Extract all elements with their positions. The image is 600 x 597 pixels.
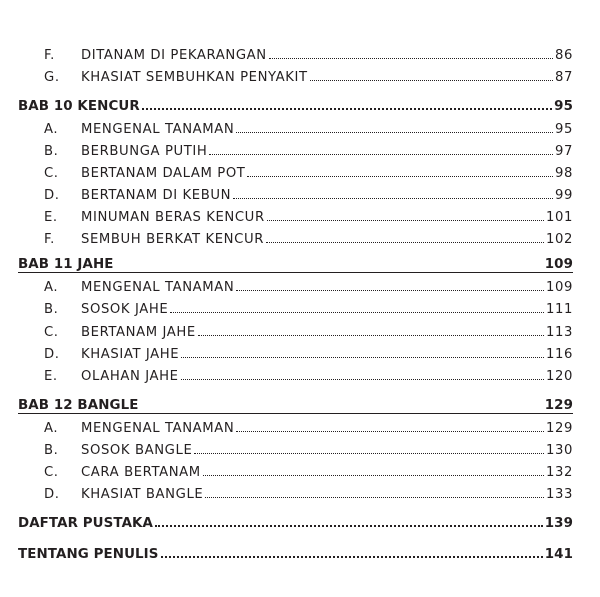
toc-item xyxy=(44,273,573,295)
toc-chapter xyxy=(18,250,573,273)
chapter-page-number: 141 xyxy=(544,547,573,562)
item-page-number: 101 xyxy=(546,210,573,225)
toc-item xyxy=(44,225,573,247)
item-letter: A. xyxy=(44,280,59,295)
item-letter: B. xyxy=(44,443,59,458)
dot-leader xyxy=(269,57,553,59)
toc-item xyxy=(44,203,573,225)
chapter-title: BAB 10 KENCUR xyxy=(18,99,140,114)
item-page-number: 95 xyxy=(555,122,573,137)
chapter-page-number: 139 xyxy=(544,516,573,531)
toc-chapter xyxy=(18,540,573,562)
toc-item xyxy=(44,181,573,203)
toc-item xyxy=(44,362,573,384)
item-letter: A. xyxy=(44,421,59,436)
item-page-number: 86 xyxy=(555,48,573,63)
item-page-number: 120 xyxy=(546,369,573,384)
chapter-page-number: 109 xyxy=(544,257,573,272)
toc-chapter xyxy=(18,509,573,531)
toc-item xyxy=(44,295,573,317)
item-title: BERTANAM DI KEBUN xyxy=(81,188,232,203)
item-title: MINUMAN BERAS KENCUR xyxy=(81,210,265,225)
dot-leader xyxy=(142,107,552,110)
item-letter: E. xyxy=(44,210,58,225)
item-letter: G. xyxy=(44,70,60,85)
toc-item xyxy=(44,414,573,436)
item-title: KHASIAT JAHE xyxy=(81,347,180,362)
item-letter: C. xyxy=(44,166,59,181)
toc-item xyxy=(44,436,573,458)
dot-leader xyxy=(209,153,553,155)
dot-leader xyxy=(181,356,544,358)
chapter-title: TENTANG PENULIS xyxy=(18,547,159,562)
dot-leader xyxy=(247,175,553,177)
dot-leader xyxy=(181,378,544,380)
item-letter: D. xyxy=(44,487,60,502)
item-page-number: 129 xyxy=(546,421,573,436)
item-title: DITANAM DI PEKARANGAN xyxy=(81,48,267,63)
dot-leader xyxy=(267,219,544,221)
item-page-number: 87 xyxy=(555,70,573,85)
toc-item xyxy=(44,137,573,159)
item-letter: B. xyxy=(44,302,59,317)
item-title: KHASIAT BANGLE xyxy=(81,487,204,502)
item-page-number: 133 xyxy=(546,487,573,502)
item-page-number: 132 xyxy=(546,465,573,480)
toc-item xyxy=(44,318,573,340)
toc-chapter xyxy=(18,92,573,114)
toc-item xyxy=(44,480,573,502)
toc-item xyxy=(44,159,573,181)
item-title: MENGENAL TANAMAN xyxy=(81,421,235,436)
item-title: SOSOK JAHE xyxy=(81,302,169,317)
toc-item xyxy=(44,115,573,137)
item-page-number: 102 xyxy=(546,232,573,247)
chapter-page-number: 95 xyxy=(554,99,573,114)
item-title: SOSOK BANGLE xyxy=(81,443,193,458)
dot-leader xyxy=(236,289,544,291)
item-letter: F. xyxy=(44,232,55,247)
dot-leader xyxy=(205,496,544,498)
item-page-number: 99 xyxy=(555,188,573,203)
dot-leader xyxy=(203,474,544,476)
item-letter: E. xyxy=(44,369,58,384)
dot-leader xyxy=(194,452,544,454)
dot-leader xyxy=(266,241,544,243)
item-page-number: 97 xyxy=(555,144,573,159)
item-letter: D. xyxy=(44,347,60,362)
item-title: SEMBUH BERKAT KENCUR xyxy=(81,232,264,247)
item-letter: F. xyxy=(44,48,55,63)
toc-item xyxy=(44,41,573,63)
item-page-number: 98 xyxy=(555,166,573,181)
chapter-page-number: 129 xyxy=(544,398,573,413)
dot-leader xyxy=(236,430,544,432)
item-title: BERTANAM DALAM POT xyxy=(81,166,246,181)
item-page-number: 111 xyxy=(546,302,573,317)
item-title: BERTANAM JAHE xyxy=(81,325,196,340)
dot-leader xyxy=(155,524,543,527)
item-title: BERBUNGA PUTIH xyxy=(81,144,208,159)
item-letter: B. xyxy=(44,144,59,159)
toc-item xyxy=(44,340,573,362)
dot-leader xyxy=(236,131,553,133)
item-page-number: 113 xyxy=(546,325,573,340)
chapter-title: BAB 12 BANGLE xyxy=(18,398,139,413)
item-page-number: 116 xyxy=(546,347,573,362)
dot-leader xyxy=(170,311,544,313)
dot-leader xyxy=(310,79,553,81)
item-page-number: 109 xyxy=(546,280,573,295)
item-title: OLAHAN JAHE xyxy=(81,369,179,384)
item-title: KHASIAT SEMBUHKAN PENYAKIT xyxy=(81,70,308,85)
chapter-title: BAB 11 JAHE xyxy=(18,257,114,272)
item-title: MENGENAL TANAMAN xyxy=(81,122,235,137)
item-letter: C. xyxy=(44,325,59,340)
toc-item xyxy=(44,458,573,480)
item-title: MENGENAL TANAMAN xyxy=(81,280,235,295)
dot-leader xyxy=(198,334,544,336)
item-title: CARA BERTANAM xyxy=(81,465,201,480)
item-letter: C. xyxy=(44,465,59,480)
item-page-number: 130 xyxy=(546,443,573,458)
dot-leader xyxy=(233,197,553,199)
item-letter: D. xyxy=(44,188,60,203)
item-letter: A. xyxy=(44,122,59,137)
toc-item xyxy=(44,63,573,85)
chapter-title: DAFTAR PUSTAKA xyxy=(18,516,153,531)
toc-chapter xyxy=(18,391,573,414)
dot-leader xyxy=(161,555,543,558)
